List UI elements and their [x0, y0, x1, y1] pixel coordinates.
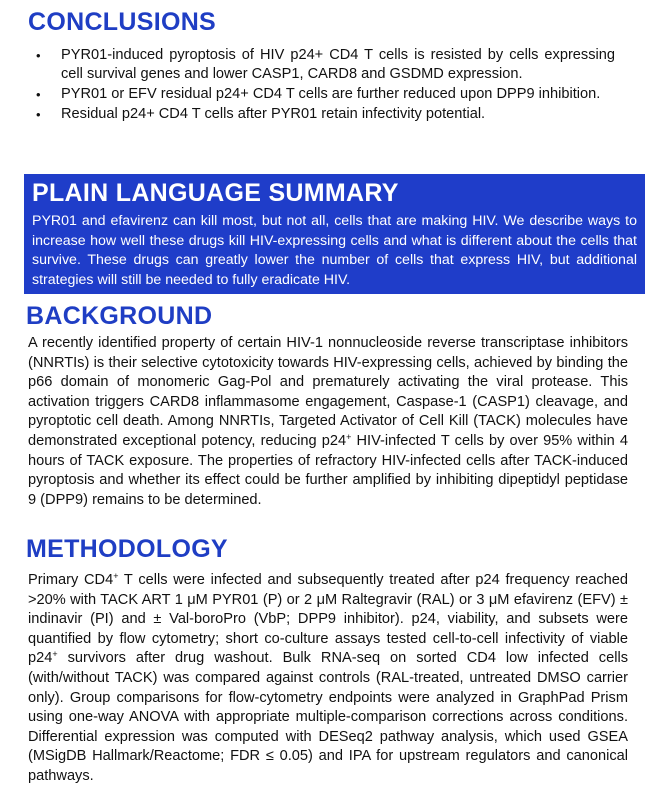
methodology-text-part: Primary CD4: [28, 572, 114, 588]
list-item: [0, 46, 653, 84]
plain-language-summary-text: PYR01 and efavirenz can kill most, but not all, cells that are making HIV. We describe ways to increase how well these drugs kill HIV-expressing cells and what is different about the cells that survive. These drugs can greatly lower the number of cells that express HIV, but additional strategies will still be needed to fully eradicate HIV.: [32, 213, 637, 288]
superscript-plus: +: [113, 571, 119, 581]
background-text-part: A recently identified property of certain HIV-1 nonnucleoside reverse transcriptase inhibitors (NNRTIs) is their selective cytotoxicity towards HIV-expressing cells, achieved by binding the p66 domain of monomeric Gag-Pol and prematurely activating the viral protease. This activation triggers CARD8 inflammasome engagement, Caspase-1 (CASP1) cleavage, and pyroptotic cell death. Among NNRTIs, Targeted Activator of Cell Kill (TACK) molecules have demonstrated exceptional potency, reducing p24: [28, 335, 628, 449]
methodology-heading: METHODOLOGY: [26, 535, 228, 563]
plain-language-summary-box: [24, 174, 645, 294]
superscript-plus: +: [346, 431, 352, 442]
bullet-dot-icon: •: [36, 48, 41, 63]
bullet-dot-icon: •: [36, 87, 41, 102]
plain-language-summary-heading: PLAIN LANGUAGE SUMMARY: [32, 179, 399, 207]
conclusion-text: PYR01-induced pyroptosis of HIV p24+ CD4 T cells is resisted by cells expressing cell survival genes and lower CASP1, CARD8 and GSDMD expression.: [61, 47, 615, 82]
conclusion-text: Residual p24+ CD4 T cells after PYR01 retain infectivity potential.: [61, 106, 486, 122]
background-paragraph: [28, 334, 628, 510]
background-heading: BACKGROUND: [26, 302, 213, 330]
methodology-paragraph: [28, 571, 628, 787]
superscript-plus: +: [52, 649, 58, 660]
conclusions-heading: CONCLUSIONS: [28, 8, 217, 36]
methodology-text-part: survivors after drug washout. Bulk RNA-seq on sorted CD4 low infected cells (with/without TACK) was compared against controls (RAL-treated, untreated DMSO carrier only). Group comparisons for flow-cytometry endpoints were analyzed in GraphPad Prism using one-way ANOVA with appropriate multiple-comparison corrections across conditions. Differential expression was computed with DESeq2 pathway analysis, which used GSEA (MSigDB Hallmark/Reactome; FDR ≤ 0.05) and IPA for upstream regulators and canonical pathways.: [28, 650, 628, 784]
bullet-dot-icon: •: [36, 107, 41, 122]
conclusions-list: [0, 46, 653, 125]
background-text-part: HIV-infected T cells by over 95% within 4 hours of TACK exposure. The properties of refractory HIV-infected cells after TACK-induced pyroptosis and whether its effect could be further amplified by inhibiting dipeptidyl peptidase 9 (DPP9) remains to be determined.: [28, 432, 628, 508]
conclusion-text: PYR01 or EFV residual p24+ CD4 T cells are further reduced upon DPP9 inhibition.: [61, 86, 601, 102]
methodology-text-part: T cells were infected and subsequently treated after p24 frequency reached >20% with TACK ART 1 μM PYR01 (P) or 2 μM Raltegravir (RAL) or 3 μM efavirenz (EFV) ± indinavir (PI) and ± Val-boroPro (VbP; DPP9 inhibitor). p24, viability, and subsets were quantified by flow cytometry; short co-culture assays tested cell-to-cell infectivity of viable p24: [28, 572, 629, 667]
list-item: [0, 105, 653, 124]
list-item: [0, 85, 653, 104]
